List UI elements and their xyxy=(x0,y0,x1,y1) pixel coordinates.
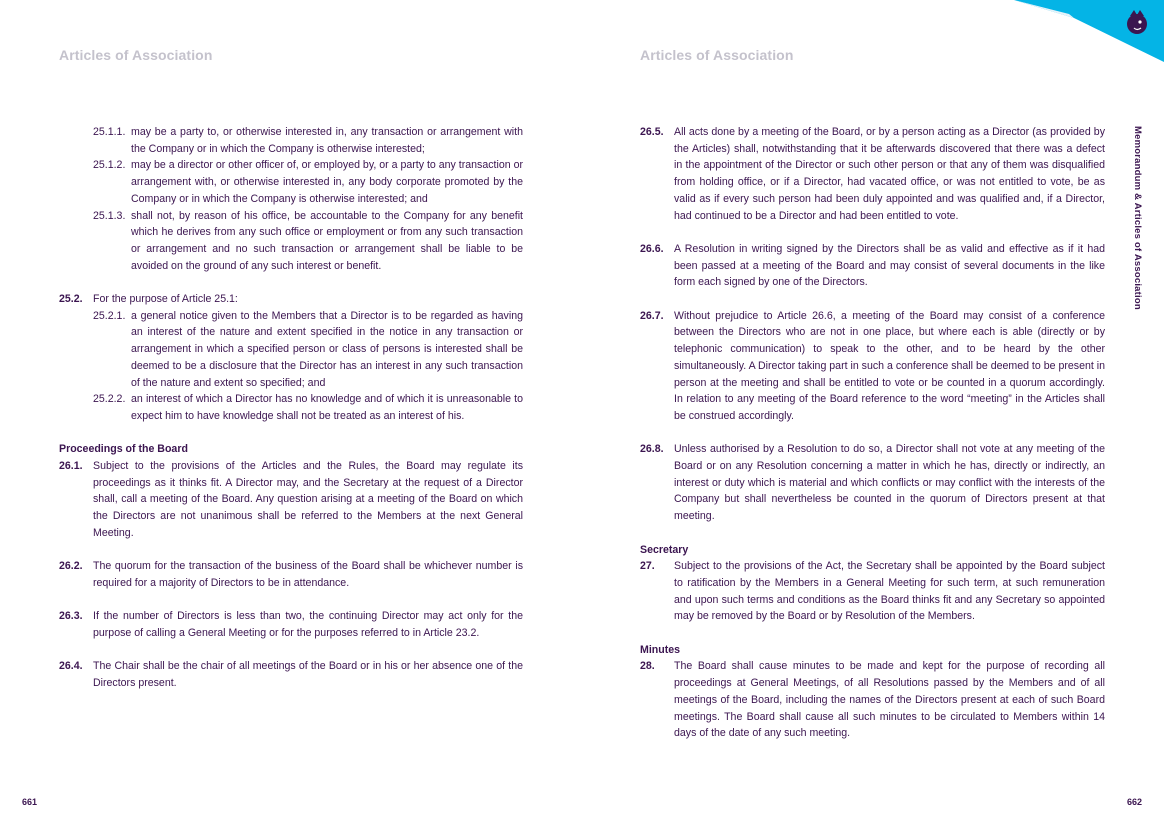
side-section-label: Memorandum & Articles of Association xyxy=(1132,126,1143,310)
article-clause xyxy=(640,441,1105,525)
clause-text: Without prejudice to Article 26.6, a meeting of the Board may consist of a conference between the Directors who are not in one place, but where each is able (directly or by telephonic communication) to speak to the other, and to be heard by the other simultaneously. A Director taking part in such a conference shall be deemed to be present in person at the meeting and shall be entitled to vote or be counted in a quorum accordingly. In relation to any meeting of the Board reference to the word “meeting” in the Articles shall be construed accordingly. xyxy=(674,309,1105,422)
clause-text: The Chair shall be the chair of all meetings of the Board or in his or her absence one of the Directors present. xyxy=(93,660,523,690)
sub-clause xyxy=(59,308,523,392)
clause-text: If the number of Directors is less than two, the continuing Director may act only for the purpose of calling a General Meeting or for the purposes referred to in Article 23.2. xyxy=(93,610,523,640)
paragraph-spacer xyxy=(59,592,523,609)
sub-clause xyxy=(59,208,523,275)
article-clause xyxy=(640,308,1105,425)
clause-text: The Board shall cause minutes to be made and kept for the purpose of recording all proceedings at General Meetings, of all Resolutions passed by the Members and of all meetings of the Board, including the names of the Directors present at each of such Board meetings. The Board shall cause all such minutes to be circulated to Members within 14 days of the date of any such meeting. xyxy=(674,660,1105,740)
clause-number: 27. xyxy=(640,560,655,573)
paragraph-spacer xyxy=(640,291,1105,308)
paragraph-spacer xyxy=(59,425,523,442)
clause-text: Subject to the provisions of the Act, the Secretary shall be appointed by the Board subject to ratification by the Members in a General Meeting for such term, at such remuneration and upon such terms and conditions as the Board thinks fit and any Secretary so appointed may be removed by the Board or by Resolution of the Members. xyxy=(674,560,1105,623)
article-clause xyxy=(640,658,1105,742)
clause-text: may be a director or other officer of, or employed by, or a party to any transaction or arrangement with, or otherwise interested in, any body corporate promoted by the Company or in which the Company is otherwise interested; and xyxy=(131,159,523,205)
clause-number: 26.7. xyxy=(640,309,664,322)
corner-ribbon xyxy=(1014,0,1164,70)
right-page-number: 662 xyxy=(1127,797,1143,807)
clause-text: The quorum for the transaction of the business of the Board shall be whichever number is required for a majority of Directors to be in attendance. xyxy=(93,560,523,589)
clause-number: 25.1.2. xyxy=(93,159,126,172)
paragraph-spacer xyxy=(640,525,1105,542)
clause-text: All acts done by a meeting of the Board, or by a person acting as a Director (as provided by the Articles) shall, notwithstanding that it be afterwards discovered that there was a defect in the appointment of the Director or such other person or that any of them was disqualified from holding office, or if a Director, had vacated office, or was not entitled to vote, be as valid as if every such person had been duly appointed and was qualified and, if a Director, had continued to be a Director and had been entitled to vote. xyxy=(674,126,1105,222)
right-page-body xyxy=(640,124,1105,742)
paragraph-spacer xyxy=(640,224,1105,241)
right-page xyxy=(582,0,1164,826)
clause-text: Subject to the provisions of the Articles and the Rules, the Board may regulate its proceedings as it thinks fit. A Director may, and the Secretary at the request of a Director shall, call a meeting of the Board. Any question arising at a meeting of the Board on which the Directors are not unanimous shall be referred to the Members at the next General Meeting. xyxy=(93,460,523,539)
clause-number: 26.6. xyxy=(640,242,664,255)
clause-number: 26.3. xyxy=(59,610,83,623)
article-clause xyxy=(640,558,1105,625)
paragraph-spacer xyxy=(640,425,1105,442)
left-page-number: 661 xyxy=(22,797,38,807)
paragraph-spacer xyxy=(640,625,1105,642)
section-heading: Proceedings of the Board xyxy=(59,443,188,456)
paragraph-spacer xyxy=(59,274,523,291)
clause-text: may be a party to, or otherwise interested in, any transaction or arrangement with the Company or in which the Company is otherwise interested; xyxy=(131,126,523,155)
clause-number: 26.8. xyxy=(640,443,664,456)
clause-number: 25.2.1. xyxy=(93,309,126,322)
sub-clause xyxy=(59,124,523,157)
clause-number: 26.1. xyxy=(59,460,83,473)
clause-number: 28. xyxy=(640,660,655,673)
sub-clause xyxy=(59,157,523,207)
article-clause xyxy=(59,608,523,641)
article-clause xyxy=(640,124,1105,224)
clause-number: 26.4. xyxy=(59,660,83,673)
clause-number: 25.1.3. xyxy=(93,209,126,222)
article-clause xyxy=(59,458,523,542)
clause-number: 25.2.2. xyxy=(93,393,126,406)
article-clause xyxy=(59,291,523,308)
clause-text: A Resolution in writing signed by the Directors shall be as valid and effective as if it had been passed at a meeting of the Board and may consist of several documents in the like form each signed by one of the Directors. xyxy=(674,242,1105,289)
section-heading: Minutes xyxy=(640,643,681,656)
clause-number: 26.5. xyxy=(640,126,664,138)
clause-number: 25.1.1. xyxy=(93,126,126,138)
right-running-header: Articles of Association xyxy=(640,47,794,63)
clause-text: a general notice given to the Members that a Director is to be regarded as having an interest of the nature and extent specified in the notice in any transaction or arrangement in which a specified person or class of persons is interested shall be deemed to be a disclosure that the Director has an interest in any such transaction of the nature and extent so specified; and xyxy=(131,309,523,389)
clause-number: 25.2. xyxy=(59,293,83,306)
article-clause xyxy=(59,558,523,591)
left-page-body xyxy=(59,124,523,692)
paragraph-spacer xyxy=(59,642,523,659)
clause-text: For the purpose of Article 25.1: xyxy=(93,293,238,306)
paragraph-spacer xyxy=(59,542,523,559)
left-running-header: Articles of Association xyxy=(59,47,213,63)
clause-text: Unless authorised by a Resolution to do so, a Director shall not vote at any meeting of the Board or on any Resolution concerning a matter in which he has, directly or indirectly, an interest or duty which is material and which conflicts or may conflict with the interests of the Company but shall nevertheless be counted in the quorum of Directors present at that meeting. xyxy=(674,443,1105,523)
sub-clause xyxy=(59,391,523,424)
clause-number: 26.2. xyxy=(59,560,83,573)
clause-text: shall not, by reason of his office, be accountable to the Company for any benefit which he derives from any such office or employment or from any such transaction or arrangement and no such transaction or arrangement shall be liable to be avoided on the ground of any such interest or benefit. xyxy=(131,209,523,272)
article-clause xyxy=(640,241,1105,291)
clause-text: an interest of which a Director has no knowledge and of which it is unreasonable to expect him to have knowledge shall not be treated as an interest of his. xyxy=(131,393,523,422)
section-heading: Secretary xyxy=(640,543,689,556)
article-clause xyxy=(59,658,523,691)
